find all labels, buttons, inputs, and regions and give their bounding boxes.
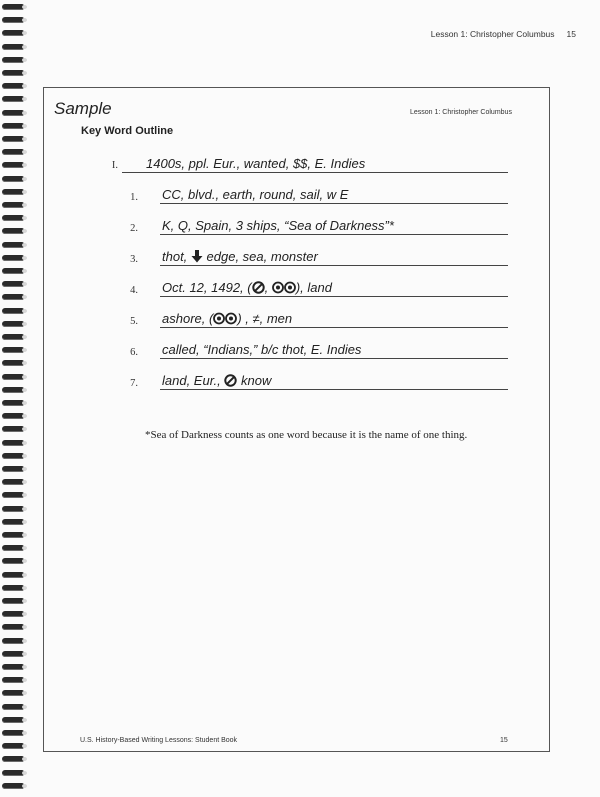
spiral-coil xyxy=(2,136,24,142)
outline-item-1 xyxy=(120,187,520,207)
item-text-part: land, Eur., xyxy=(162,373,225,388)
spiral-coil xyxy=(2,519,24,525)
spiral-coil xyxy=(2,466,24,472)
spiral-coil xyxy=(2,4,24,10)
spiral-coil xyxy=(2,189,24,195)
spiral-coil xyxy=(2,545,24,551)
spiral-coil xyxy=(2,624,24,630)
inner-header: Lesson 1: Christopher Columbus xyxy=(410,109,512,116)
key-word-outline-heading: Key Word Outline xyxy=(81,125,174,137)
item-text: CC, blvd., earth, round, sail, w E xyxy=(162,187,349,202)
spiral-coil xyxy=(2,440,24,446)
spiral-coil xyxy=(2,638,24,644)
spiral-coil xyxy=(2,70,24,76)
outline-item-5 xyxy=(120,311,520,331)
outline-item-3 xyxy=(120,249,520,269)
item-number: 4. xyxy=(130,285,138,296)
main-topic-numeral: I. xyxy=(111,160,118,171)
spiral-coil xyxy=(2,308,24,314)
running-header-page-number: 15 xyxy=(566,29,576,39)
spiral-coil xyxy=(2,453,24,459)
outline-main-topic xyxy=(100,156,520,176)
item-text xyxy=(162,249,318,264)
spiral-coil xyxy=(2,717,24,723)
spiral-coil xyxy=(2,585,24,591)
spiral-coil xyxy=(2,96,24,102)
spiral-coil xyxy=(2,770,24,776)
item-number: 1. xyxy=(130,192,138,203)
running-header-title: Lesson 1: Christopher Columbus xyxy=(430,29,555,39)
item-text-part: ) , ≠, men xyxy=(237,311,293,326)
spiral-coil xyxy=(2,268,24,274)
footnote: *Sea of Darkness counts as one word because it is the name of one thing. xyxy=(145,429,468,441)
not-symbol-icon xyxy=(252,281,265,294)
page-number-footer: 15 xyxy=(500,737,508,744)
spiral-binding xyxy=(0,0,26,797)
spiral-coil xyxy=(2,756,24,762)
down-arrow-icon xyxy=(191,250,203,263)
main-topic-text: 1400s, ppl. Eur., wanted, $$, E. Indies xyxy=(146,156,366,171)
spiral-coil xyxy=(2,558,24,564)
outline-item-4 xyxy=(120,280,520,300)
spiral-coil xyxy=(2,228,24,234)
item-text: called, “Indians,” b/c thot, E. Indies xyxy=(162,342,362,357)
spiral-coil xyxy=(2,30,24,36)
spiral-coil xyxy=(2,704,24,710)
spiral-coil xyxy=(2,360,24,366)
outline-item-2 xyxy=(120,218,520,238)
item-text xyxy=(162,311,292,326)
spiral-coil xyxy=(2,506,24,512)
spiral-coil xyxy=(2,17,24,23)
spiral-coil xyxy=(2,162,24,168)
spiral-coil xyxy=(2,664,24,670)
spiral-coil xyxy=(2,202,24,208)
item-number: 2. xyxy=(130,223,138,234)
spiral-coil xyxy=(2,400,24,406)
spiral-coil xyxy=(2,611,24,617)
spiral-coil xyxy=(2,572,24,578)
item-number: 7. xyxy=(130,378,138,389)
not-symbol-icon xyxy=(224,374,237,387)
spiral-coil xyxy=(2,492,24,498)
double-circle-eyes-icon xyxy=(272,281,296,294)
book-title-footer: U.S. History-Based Writing Lessons: Student Book xyxy=(80,737,238,744)
spiral-coil xyxy=(2,387,24,393)
item-text-part: ), land xyxy=(295,280,332,295)
item-text xyxy=(162,280,332,295)
spiral-coil xyxy=(2,83,24,89)
item-text-part: know xyxy=(237,373,272,388)
spiral-coil xyxy=(2,743,24,749)
item-number: 6. xyxy=(130,347,138,358)
spiral-coil xyxy=(2,532,24,538)
spiral-coil xyxy=(2,690,24,696)
spiral-coil xyxy=(2,281,24,287)
spiral-coil xyxy=(2,730,24,736)
spiral-coil xyxy=(2,57,24,63)
item-text: K, Q, Spain, 3 ships, “Sea of Darkness”* xyxy=(162,218,394,233)
spiral-coil xyxy=(2,255,24,261)
spiral-coil xyxy=(2,479,24,485)
spiral-coil xyxy=(2,110,24,116)
spiral-coil xyxy=(2,321,24,327)
spiral-coil xyxy=(2,215,24,221)
spiral-coil xyxy=(2,413,24,419)
spiral-coil xyxy=(2,294,24,300)
spiral-coil xyxy=(2,149,24,155)
running-header xyxy=(431,29,576,39)
double-circle-eyes-icon xyxy=(213,312,237,325)
item-number: 5. xyxy=(130,316,138,327)
item-number: 3. xyxy=(130,254,138,265)
spiral-coil xyxy=(2,598,24,604)
spiral-coil xyxy=(2,176,24,182)
spiral-coil xyxy=(2,334,24,340)
spiral-coil xyxy=(2,677,24,683)
spiral-coil xyxy=(2,426,24,432)
outline-item-6 xyxy=(120,342,520,362)
spiral-coil xyxy=(2,347,24,353)
outline-item-7 xyxy=(120,373,520,393)
item-text-part: Oct. 12, 1492, ( xyxy=(162,280,252,295)
spiral-coil xyxy=(2,44,24,50)
sample-title: Sample xyxy=(54,99,112,118)
spiral-coil xyxy=(2,123,24,129)
item-text-part: , xyxy=(264,280,272,295)
item-text xyxy=(162,373,271,388)
item-text-part: thot, xyxy=(162,249,191,264)
item-text-part: ashore, ( xyxy=(162,311,214,326)
spiral-coil xyxy=(2,651,24,657)
spiral-coil xyxy=(2,242,24,248)
spiral-coil xyxy=(2,783,24,789)
spiral-coil xyxy=(2,374,24,380)
item-text-part: edge, sea, monster xyxy=(202,249,318,264)
